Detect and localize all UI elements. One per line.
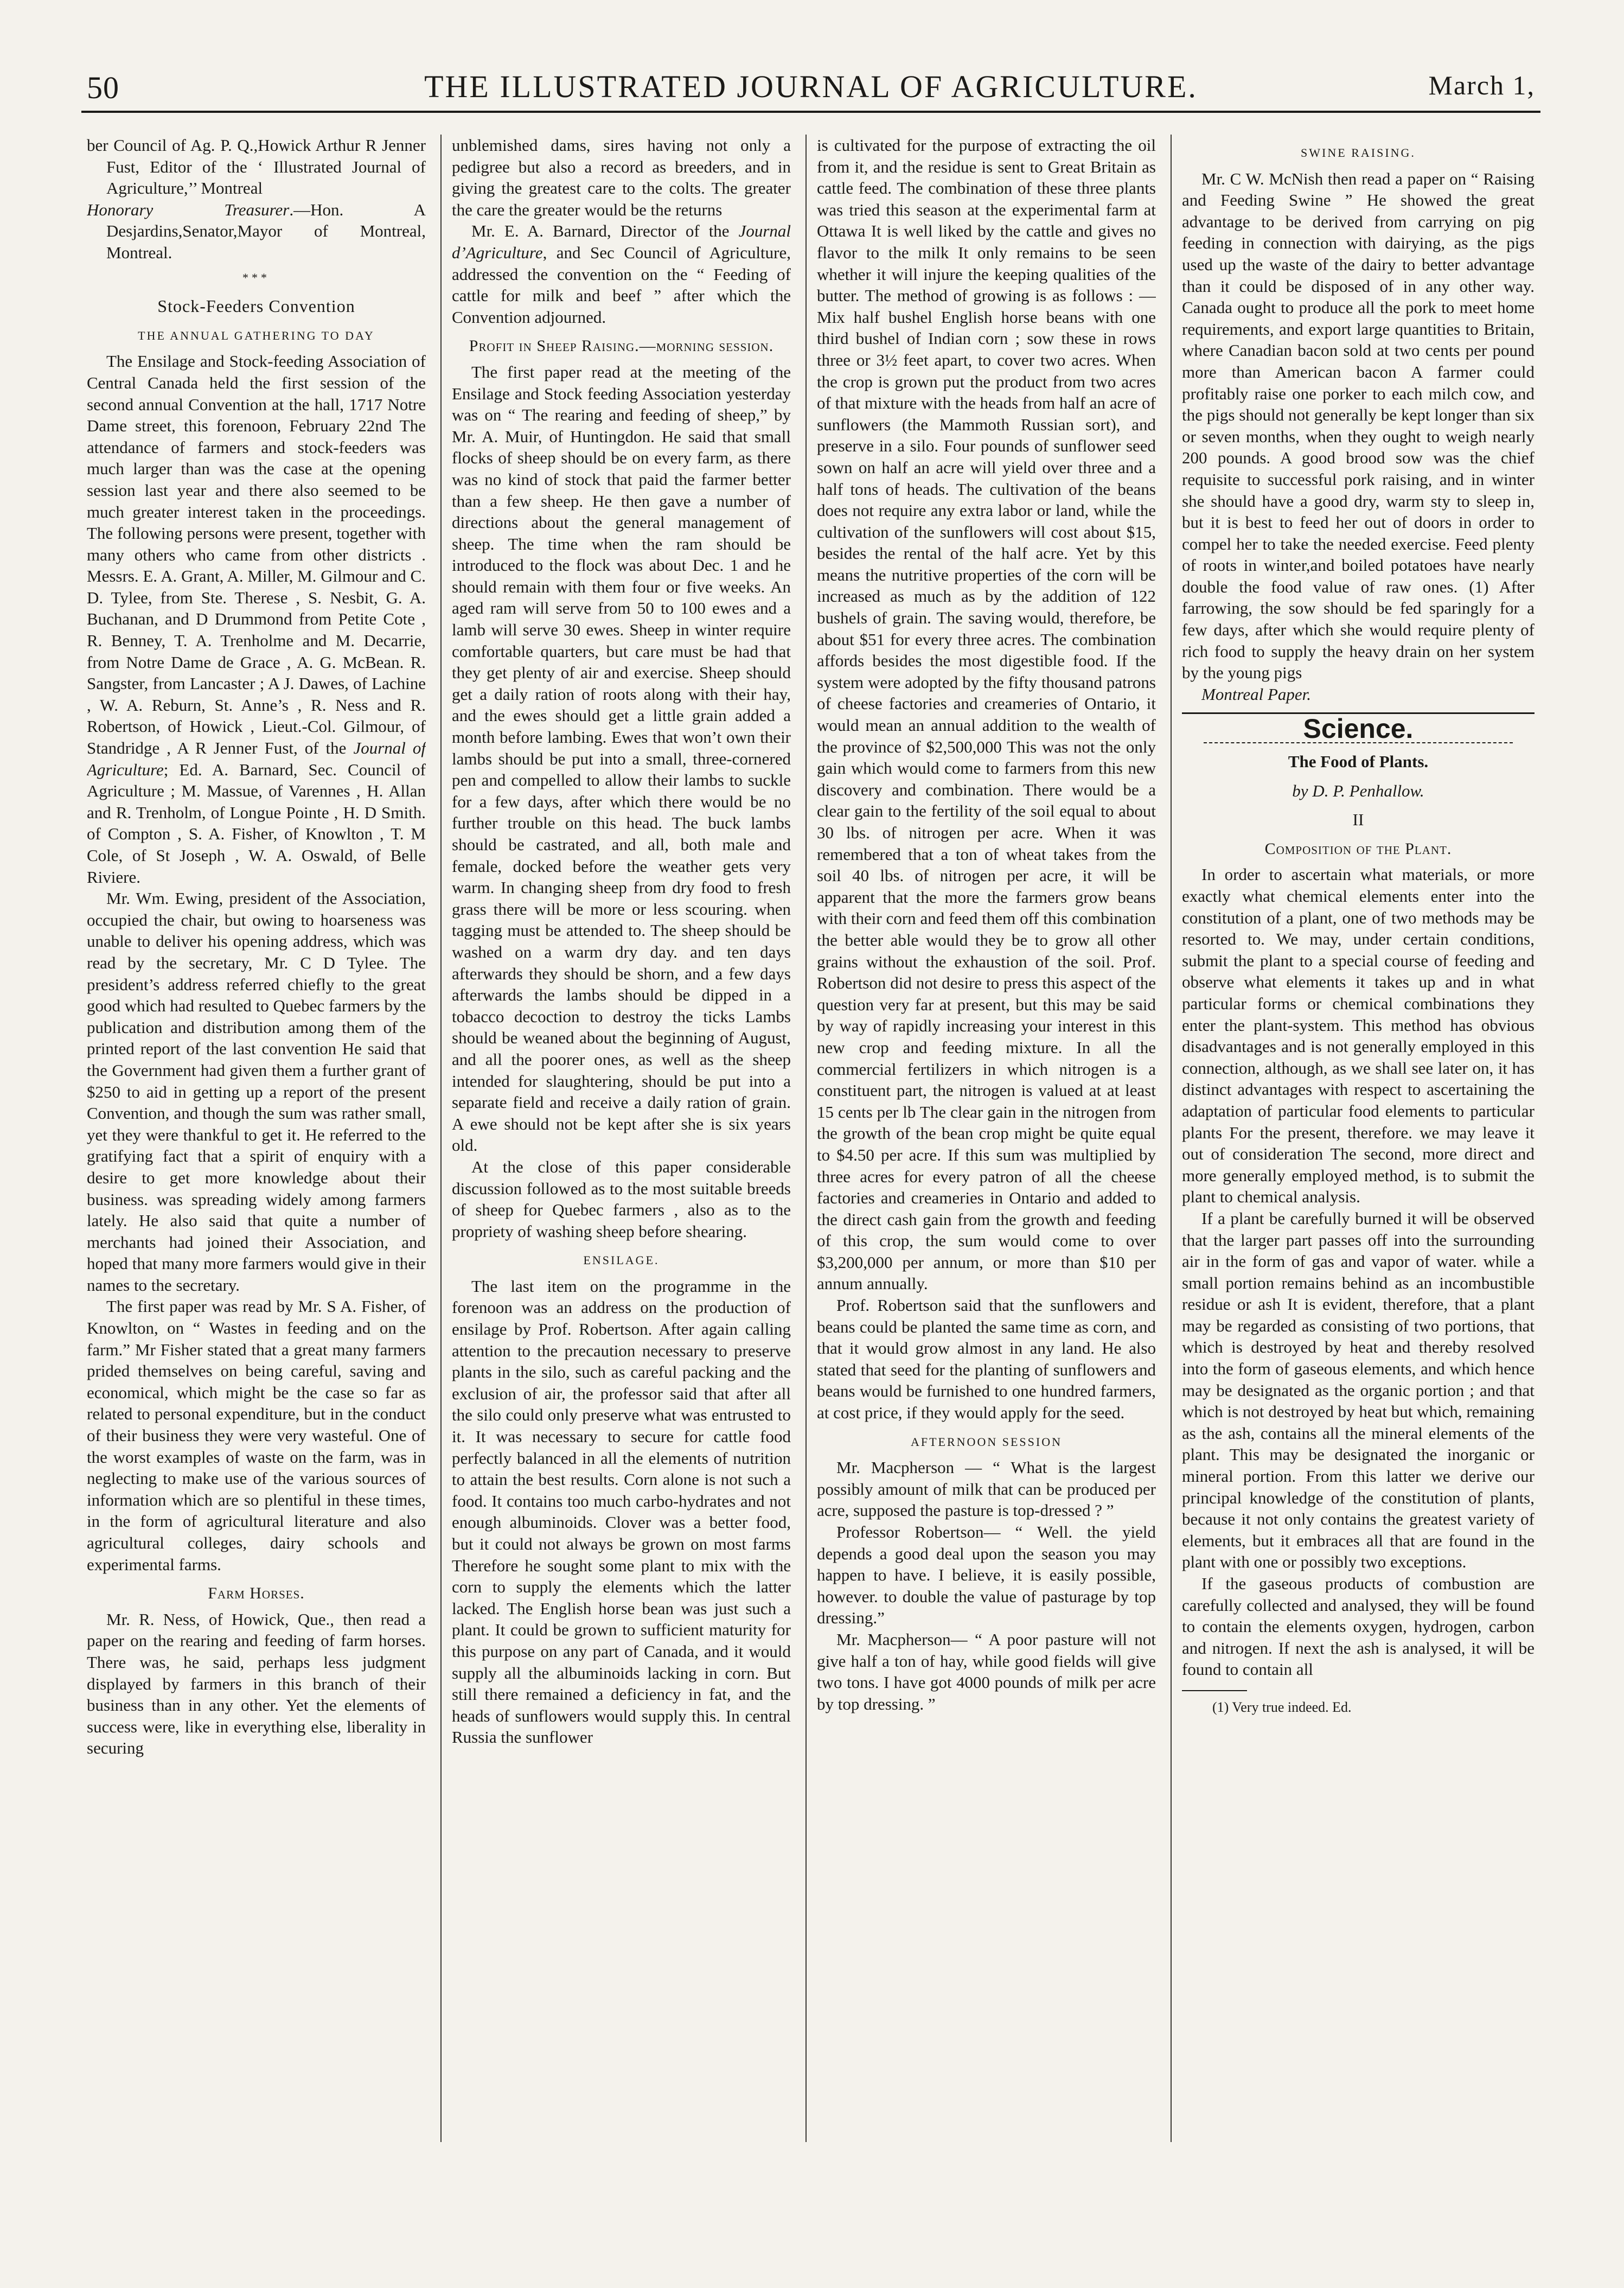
paragraph: In order to ascertain what materials, or more exactly what chemical elements enter into the constitution of a plant, one of two methods may be resorted to. We may, under certain conditions, submit the plant to a special course of feeding and observe what elements it takes up and in what particular forms or chemical combinations they enter the plant-system. This method has obvious disadvantages and is not generally employed in this connection, although, as we shall see later on, it has distinct advantages with respect to ascertaining the adaptation of particular food elements to particular plants For the present, therefore. we may leave it out of consideration The second, more direct and more generally employed method, is to submit the plant to chemical analysis. [1182, 865, 1535, 1207]
paragraph: Mr. Wm. Ewing, president of the Association, occupied the chair, but owing to hoarseness was unable to deliver his opening address, which was read by the secretary, Mr. C D Tylee. The president’s address referred chiefly to the great good which had resulted to Quebec farmers by the publication and distribution among them of the printed report of the last convention He said that the Government had given them a further grant of $250 to aid in getting up a report of the present Convention, and though the sum was rather small, yet they were thankful to get it. He referred to the gratifying fact that a spirit of enquiry with a desire to get more knowledge about their business. was spreading widely among farmers lately. He also said that quite a number of merchants had joined their Association, and hoped that many more farmers would give in their names to the secretary. [87, 889, 426, 1295]
paragraph: unblemished dams, sires having not only a pedigree but also a record as breeders, and in giving the greatest care to the colts. The greater the care the greater would be the returns [452, 136, 791, 219]
source-credit: Montreal Paper. [1201, 684, 1312, 704]
journal-title: THE ILLUSTRATED JOURNAL OF AGRICULTURE. [424, 69, 1198, 104]
page-number: 50 [87, 70, 119, 105]
separator-stars: *** [242, 270, 270, 284]
heading-afternoon-session: AFTERNOON SESSION [911, 1435, 1062, 1449]
column-rule [440, 135, 442, 2142]
running-head [81, 65, 1540, 109]
column-rule [1171, 135, 1172, 2142]
issue-date: March 1, [1428, 70, 1535, 100]
paragraph: Mr. Macpherson— “ A poor pasture will not give half a ton of hay, while good fields will give two tons. I have got 4000 pounds of milk per acre by top dressing. ” [817, 1629, 1156, 1713]
column-2 [452, 135, 791, 2218]
heading-science: Science. [1303, 713, 1414, 744]
paragraph [452, 220, 791, 328]
heading-farm-horses: Farm Horses. [208, 1584, 305, 1603]
paragraph: Mr. C W. McNish then read a paper on “ Raising and Feeding Swine ” He showed the great advantage to be derived from carrying on pig feeding in connection with dairying, as the pigs used up the waste of the dairy to better advantage than it could be disposed of in any other way. Canada ought to produce all the pork to meet home requirements, and export large quantities to Britain, where Canadian bacon sold at two cents per pound more than American bacon A farmer could profitably raise one porker to each milch cow, and the pigs should not generally be kept longer than six or seven months, when they ought to weigh nearly 200 pounds. A good brood sow was the chief requisite to successful pork raising, and in winter she should have a good dry, warm sty to sleep in, but it is best to feed her out of doors in order to compel her to take the needed exercise. Feed plenty of roots in winter,and boiled potatoes have nearly double the food value of raw ones. (1) After farrowing, the sow should be fed sparingly for a few days, after which she would require plenty of rich food to supply the heavy drain on her system by the young pigs [1182, 169, 1535, 683]
header-rule [81, 111, 1540, 113]
heading-profit-sheep: Profit in Sheep Raising.—morning session. [469, 337, 774, 355]
paragraph: Mr. Macpherson — “ What is the largest possibly amount of milk that can be produced per acre, supposed the pasture is top-dressed ? ” [817, 1458, 1156, 1520]
paragraph: If the gaseous products of combustion are carefully collected and analysed, they will be found to contain the elements oxygen, hydrogen, carbon and nitrogen. If next the ash is analysed, it will be found to contain all [1182, 1574, 1535, 1679]
heading-ensilage: ENSILAGE. [583, 1253, 660, 1267]
footnote-rule [1182, 1690, 1247, 1691]
journal-name: Journal of Agriculture [87, 738, 426, 779]
column-4 [1182, 135, 1535, 2218]
paragraph: The first paper read at the meeting of the Ensilage and Stock feeding Association yesterday was on “ The rearing and feeding of sheep,” by Mr. A. Muir, of Huntingdon. He said that small flocks of sheep should be on every farm, as there was no kind of stock that paid the farmer better than a few sheep. He then gave a number of directions about the general management of sheep. The time when the ram should be introduced to the flock was about Dec. 1 and he should remain with them four or five weeks. An aged ram will serve from 50 to 100 ewes and a lamb will serve 30 ewes. Sheep in winter require comfortable quarters, but care must be had that they get plenty of air and exercise. Sheep should get a daily ration of roots along with their hay, and the ewes should get a little grain added a month before lambing. Ewes that won’t own their lambs should be put into a small, three-cornered pen and compelled to allow their lambs to suckle for a few days, after which there would be no further trouble on this head. The buck lambs should be castrated, and all, both male and female, docked before the weather gets very warm. In changing sheep from dry food to fresh grass there will be more or less scouring. when tagging must be attended to. The sheep should be washed on a warm dry day. and ten days afterwards they should be shorn, and a few days afterwards the lambs should be dipped in a tobacco decoction to destroy the ticks Lambs should be weaned about the beginning of August, and all the poorer ones, as well as the sheep intended for slaughtering, should be put into a separate field and receive a daily ration of grain. A ewe should not be kept after she is six years old. [452, 362, 791, 1155]
column-1 [87, 135, 426, 2218]
paragraph: ber Council of Ag. P. Q.,Howick Arthur R Jenner Fust, Editor of the ‘ Illustrated Journal of Agriculture,’’ Montreal [87, 136, 426, 198]
part-number: II [1352, 810, 1364, 830]
journal-name: Journal d’Agriculture [452, 221, 791, 262]
treasurer-line [87, 199, 426, 264]
column-rule [805, 135, 807, 2142]
paragraph: The first paper was read by Mr. S A. Fisher, of Knowlton, on “ Wastes in feeding and on the farm.” Mr Fisher stated that a great many farmers prided themselves on being careful, saving and economical, which might be the case so far as related to personal expenditure, but in the conduct of their business they were very wasteful. One of the worst examples of waste on the farm, was in neglecting to make use of the various sources of information which are so plentiful in these times, in the form of agricultural literature and also agricultural colleges, dairy schools and experimental farms. [87, 1297, 426, 1574]
paragraph [87, 350, 426, 888]
treasurer-label: Honorary Treasurer [87, 200, 290, 219]
paragraph: Mr. R. Ness, of Howick, Que., then read a paper on the rearing and feeding of farm horses. There was, he said, perhaps less judgment displayed by farmers in this branch of their business than in any other. Yet the elements of success were, like in everything else, liberality in securing [87, 1609, 426, 1758]
paragraph: Professor Robertson— “ Well. the yield depends a good deal upon the season you may happen to have. I believe, it is easily possible, however. to double the value of pasturage by top dressing.” [817, 1522, 1156, 1628]
heading-food-of-plants: The Food of Plants. [1288, 752, 1429, 772]
column-3 [817, 135, 1156, 2218]
paragraph-text: The Ensilage and Stock-feeding Association of Central Canada held the first session of the second annual Convention at the hall, 1717 Notre Dame street, this forenoon, February 22nd The attendance of farmers and stock-feeders was much larger than was the case at the opening session last year and there also seemed to be much greater interest taken in the proceedings. The following persons were present, together with many others who came from other districts . Messrs. E. A. Grant, A. Miller, M. Gilmour and C. D. Tylee, from Ste. Therese , S. Nesbit, G. A. Buchanan, and D Drummond from Petite Cote , R. Benney, T. A. Trenholme and M. Decarrie, from Notre Dame de Grace , A. G. McBean. R. Sangster, from Lancaster ; A J. Dawes, of Lachine , W. A. Reburn, St. Anne’s , R. Ness and R. Robertson, of Howick , Lieut.-Col. Gilmour, of Standridge , A R Jenner Fust, of the [87, 352, 426, 758]
heading-composition: Composition of the Plant. [1264, 839, 1452, 858]
paragraph: If a plant be carefully burned it will be observed that the larger part passes off into the surrounding air in the form of gas and vapor of water. while a small portion remains behind as an incombustible residue or ash It is evident, therefore, that a plant may be regarded as consisting of two portions, that which is destroyed by heat and thereby resolved into the form of gaseous elements, and which hence may be designated as the organic portion ; and that which is not destroyed by heat but which, remaining as the ash, contains all the mineral elements of the plant. This may be designated the inorganic or mineral portion. From this latter we derive our principal knowledge of the constitution of plants, because it not only contains the greatest variety of elements, but it embraces all that are found in the plant with one or possibly two exceptions. [1182, 1208, 1535, 1572]
paragraph: The last item on the programme in the forenoon was an address on the production of ensilage by Prof. Robertson. After again calling attention to the precaution necessary to preserve plants in the silo, such as careful packing and the exclusion of air, the professor said that after all the silo could only preserve what was entrusted to it. It was necessary to secure for cattle food perfectly balanced in all the elements of nutrition to attain the best results. Corn alone is not such a food. It contains too much carbo-hydrates and not enough albuminoids. Clover was a better food, but it could not always be grown on most farms Therefore he sought some plant to mix with the corn to supply the elements which the latter lacked. The English horse bean was just such a plant. It could be grown to sufficient maturity for this purpose on any part of Canada, and it would supply all the albuminoids lacking in corn. But still there remained a deficiency in fat, and the heads of sunflowers would supply this. In central Russia the sunflower [452, 1276, 791, 1747]
subheading-gathering: THE ANNUAL GATHERING TO DAY [138, 328, 375, 342]
paragraph-text: , and Sec Council of Agriculture, addressed the convention on the “ Feeding of cattle for milk and beef ” after which the Convention adjourned. [452, 243, 791, 327]
paragraph: Prof. Robertson said that the sunflowers and beans could be planted the same time as corn, and that it would grow almost in any land. He also stated that seed for the planting of sunflowers and beans would be furnished to one hundred farmers, at cost price, if they would apply for the seed. [817, 1296, 1156, 1423]
paragraph-text: Mr. E. A. Barnard, Director of the [471, 221, 730, 241]
footnote: (1) Very true indeed. Ed. [1212, 1699, 1352, 1715]
heading-convention: Stock-Feeders Convention [157, 296, 355, 316]
newspaper-page [81, 65, 1540, 2230]
paragraph: At the close of this paper considerable discussion followed as to the most suitable breeds of sheep for Quebec farmers , also as to the propriety of washing sheep before shearing. [452, 1157, 791, 1241]
paragraph-text: ; Ed. A. Barnard, Sec. Council of Agriculture ; M. Massue, of Varennes , H. Allan and R. Trenholm, of Longue Pointe , H. D Smith. of Compton , S. A. Fisher, of Knowlton , T. M Cole, of St Joseph , W. A. Oswald, of Belle Riviere. [87, 760, 426, 887]
heading-swine-raising: SWINE RAISING. [1301, 146, 1416, 160]
paragraph: is cultivated for the purpose of extracting the oil from it, and the residue is sent to Great Britain as cattle feed. The combination of these three plants was tried this season at the experimental farm at Ottawa It is well liked by the cattle and gives no flavor to the milk It only remains to be seen whether it will injure the keeping qualities of the butter. The method of growing is as follows : — Mix half bushel English horse beans with one third bushel of Indian corn ; sow these in rows three or 3½ feet apart, to cover two acres. When the crop is grown put the product from two acres of that mixture with the heads from half an acre of sunflowers (the Mammoth Russian sort), and preserve in a silo. Four pounds of sunflower seed sown on half an acre will yield over three and a half tons of heads. The cultivation of the beans does not require any extra labor or land, while the cultivation of the sunflowers will cost about $15, besides the rental of the half acre. Yet by this means the nutritive properties of the corn will be increased as much as by the addition of 122 bushels of grain. The saving would, therefore, be about $51 for every three acres. The combination affords besides the most digestible food. If the system were adopted by the fifty thousand patrons of cheese factories and creameries of Ontario, it would mean an annual addition to the wealth of the province of $2,500,000 This was not the only gain which would come to farmers from this new discovery and combination. There would be a clear gain to the fertility of the soil equal to about 30 lbs. of nitrogen per acre. When it was remembered that a ton of wheat takes from the soil 40 lbs. of nitrogen per acre, it will be apparent that the more the farmers grow beans with their corn and feed them off this combination the better able would they be to grow all other grains without the exhaustion of the soil. Prof. Robertson did not desire to press this aspect of the question very far at present, but this may be said by way of rapidly increasing your interest in this new crop and feeding mixture. In all the commercial fertilizers in which nitrogen is a constituent part, the nitrogen is valued at at least 15 cents per lb The clear gain in the nitrogen from the growth of the bean crop might be quite equal to $4.50 per acre. If this sum was multiplied by three acres for every patron of all the cheese factories and creameries in Ontario and added to the direct cash gain from the growth and feeding of this crop, the sum would come to over $3,200,000 per annum, or more than $10 per annum annually. [817, 136, 1156, 1293]
treasurer-text: .—Hon. A Desjardins,Senator,Mayor of Montreal, Montreal. [106, 200, 426, 262]
byline: by D. P. Penhallow. [1292, 781, 1424, 800]
